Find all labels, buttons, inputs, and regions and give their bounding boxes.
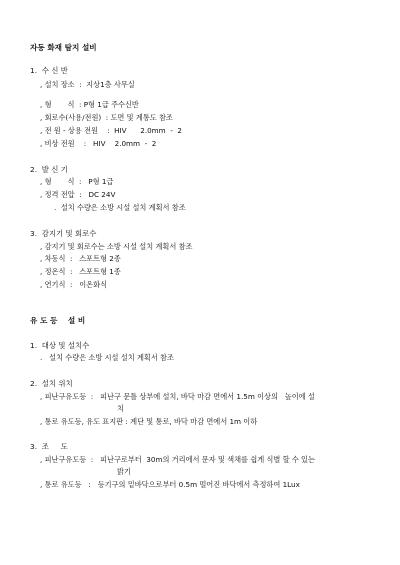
receiver-emergency-power: , 비상 전원 : HIV 2.0mm - 2 (40, 139, 157, 148)
transmitter-voltage: , 정격 전압 : DC 24V (40, 190, 116, 199)
exit-light-location-cont: 치 (117, 404, 124, 413)
receiver-circuits: , 회로수(사용/전원) : 도면 및 계통도 참조 (40, 113, 173, 122)
exit-light-illuminance-cont: 밝기 (117, 467, 131, 476)
detector-fixed-temp: , 정온식 : 스포트형 1종 (40, 267, 121, 276)
passage-light-illuminance: , 통로 유도등 : 등기구의 밑바닥으로부터 0.5m 떨어진 바닥에서 측정하여 1Lux (40, 480, 300, 489)
heading-detectors: 3. 감지기 및 회로수 (30, 229, 97, 238)
detector-smoke: , 연기식 : 이온화식 (40, 280, 108, 289)
detector-differential: , 차동식 : 스포트형 2종 (40, 254, 121, 263)
heading-illuminance: 3. 조 도 (30, 442, 68, 451)
passage-light-location: , 통로 유도등, 유도 표지판 : 계단 및 통로, 바닥 마감 면에서 1m 이하 (40, 417, 258, 426)
exit-light-location: , 피난구유도등 : 피난구 문틀 상부에 설치, 바닥 마감 면에서 1.5m 이상의 높이에 설 (40, 392, 315, 401)
heading-transmitter: 2. 발 신 기 (30, 165, 68, 174)
transmitter-note: . 설치 수량은 소방 시설 설치 계획서 참조 (54, 203, 186, 212)
receiver-type: , 형 식 : P형 1급 주수신반 (40, 100, 139, 109)
transmitter-type: , 형 식 : P형 1급 (40, 177, 114, 186)
detectors-note: , 감지기 및 회로수는 소방 시설 설치 계획서 참조 (40, 242, 193, 251)
heading-target-count: 1. 대상 및 설치수 (30, 341, 90, 350)
exit-light-illuminance: , 피난구유도등 : 피난구로부터 30m의 거리에서 문자 및 색채를 쉽게 식별 할 수 있는 (40, 455, 315, 464)
receiver-main-power: , 전 원 - 상용 전원 : HIV 2.0mm - 2 (40, 126, 182, 135)
heading-install-location: 2. 설치 위치 (30, 379, 73, 388)
section-title-fire-detection: 자동 화재 탐지 설비 (30, 43, 97, 52)
receiver-location: , 설치 장소 : 지상1층 사무실 (40, 80, 135, 89)
section-title-guide-lights: 유 도 등 설 비 (30, 316, 86, 325)
target-count-note: . 설치 수량은 소방 시설 설치 계획서 참조 (40, 353, 174, 362)
heading-receiver: 1. 수 신 반 (30, 66, 68, 75)
